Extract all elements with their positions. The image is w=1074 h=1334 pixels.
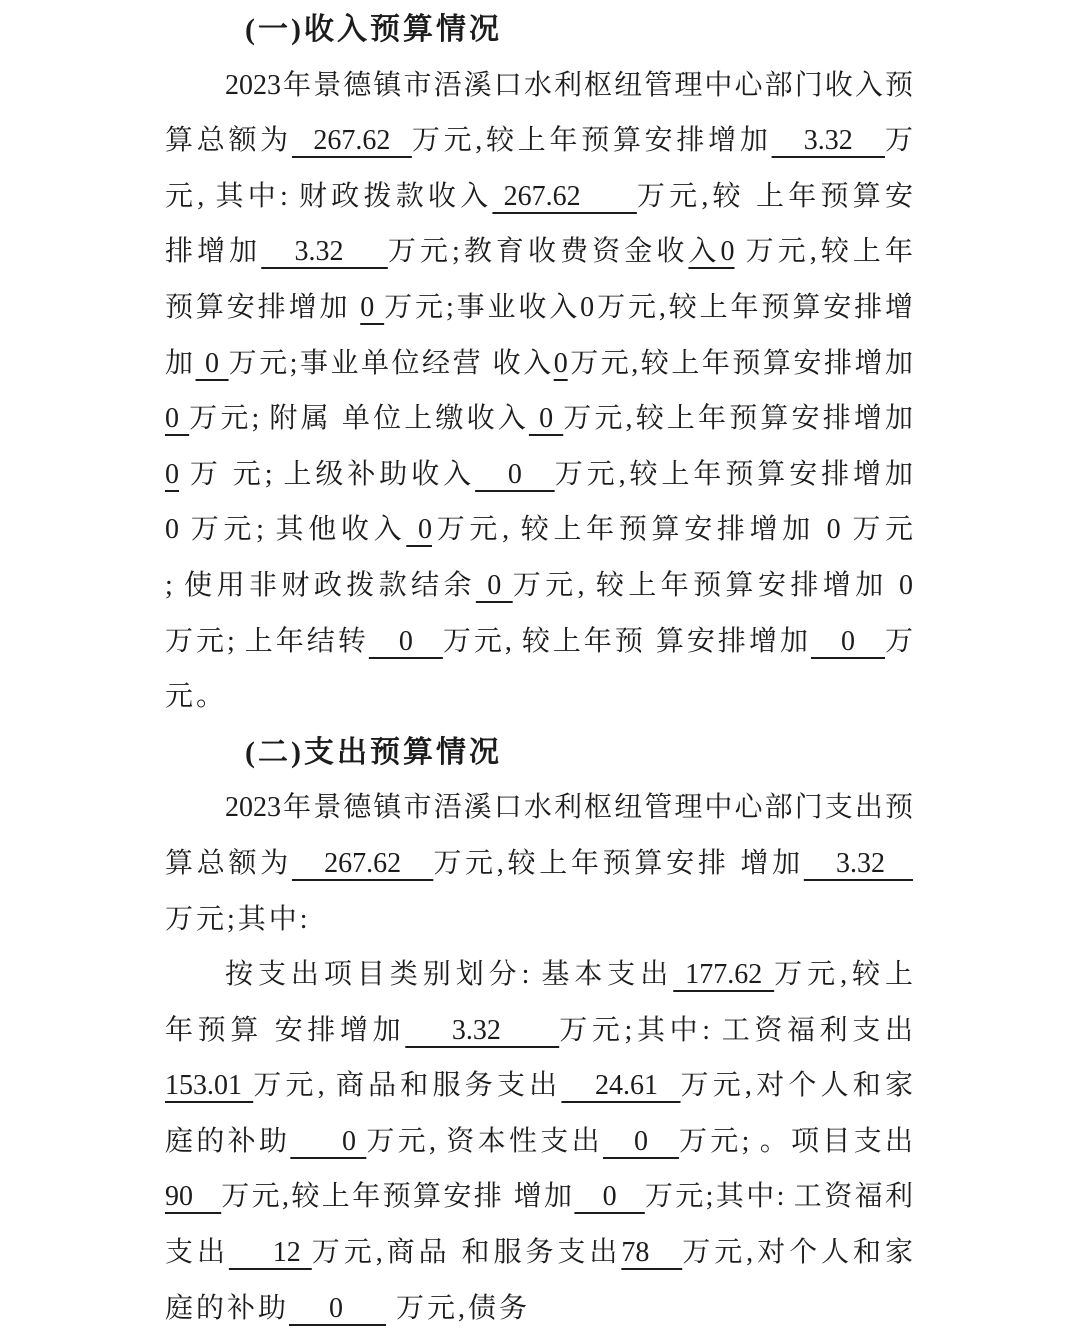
text-segment: 2023年景德镇市浯溪口水利枢纽管理中心部门收入预 [225, 69, 913, 101]
underlined-blank-value: 0 [553, 347, 568, 379]
underlined-blank-value: 0 [528, 403, 564, 435]
underlined-blank-value: 3.32 [771, 125, 885, 157]
text-segment: (一)收入预算情况 [245, 13, 502, 46]
text-segment: 万元, 较上年预算安排增加 0 万元 [432, 514, 914, 546]
underlined-blank-value: 入0 [688, 236, 735, 268]
text-segment: 万元,较上年预算安排 增加 [221, 1181, 575, 1213]
text-segment: 庭的补助 [165, 1125, 291, 1157]
underlined-blank-value: 0 [360, 291, 385, 323]
text-line [165, 447, 913, 503]
text-segment: 万元; 上年结转 [165, 625, 369, 657]
text-segment: 万元;教育收费资金收 [387, 236, 689, 268]
underlined-blank-value: 90 [165, 1181, 222, 1213]
text-segment: 万元,较上年预算安排增加 [554, 458, 913, 490]
text-segment: 0 万元; 其他收入 [165, 514, 407, 546]
text-segment: 算总额为 [165, 125, 292, 157]
text-line [165, 224, 913, 280]
underlined-blank-value: 0 [368, 625, 443, 657]
text-segment: 加 [165, 347, 196, 379]
text-segment: 万元,较 上年预算安 [636, 180, 913, 212]
text-segment: 万元; 。项目支出 [678, 1125, 914, 1157]
text-segment: 万元, 资本性支出 [366, 1125, 603, 1157]
text-line [165, 113, 913, 169]
text-segment: 万元;其中: [165, 903, 311, 935]
underlined-blank-value: 12 [228, 1237, 312, 1269]
text-line [165, 502, 913, 558]
text-segment: 万元;事业收入0万元,较上年预算安排增 [384, 291, 914, 323]
text-segment: 元。 [165, 681, 228, 713]
text-segment: (二)支出预算情况 [245, 735, 502, 769]
text-line [165, 947, 913, 1003]
underlined-blank-value: 0 [289, 1292, 387, 1324]
underlined-blank-value: 0 [290, 1125, 367, 1157]
text-line [165, 780, 913, 836]
text-line [165, 669, 913, 725]
underlined-blank-value: 0 [165, 403, 190, 435]
text-line [165, 391, 913, 447]
underlined-blank-value: 153.01 [165, 1070, 254, 1102]
text-line [165, 1169, 913, 1225]
text-segment: 万 元; 上级补助收入 [179, 458, 476, 490]
underlined-blank-value: 267.62 [291, 847, 434, 879]
underlined-blank-value: 0 [810, 625, 885, 657]
underlined-blank-value: 3.32 [405, 1014, 560, 1046]
text-segment: 支出 [165, 1237, 229, 1269]
underlined-blank-value: 0 [602, 1125, 679, 1157]
underlined-blank-value: 267.62 [492, 180, 637, 212]
text-segment: ; 使用非财政拨款结余 [165, 569, 476, 601]
text-segment: 元, 其中: 财政拨款收入 [165, 180, 493, 212]
underlined-blank-value: 267.62 [291, 125, 412, 157]
text-segment: 万元;事业单位经营 收入 [228, 347, 554, 379]
text-line [165, 892, 913, 948]
underlined-blank-value: 177.62 [673, 959, 775, 991]
text-line [165, 1281, 913, 1334]
text-segment: 万 [885, 625, 914, 657]
text-line [165, 280, 913, 336]
text-segment: 算总额为 [165, 847, 292, 879]
document-text-block [165, 2, 913, 1334]
text-segment: 万元,商品 和服务支出 [311, 1237, 622, 1269]
text-segment: 按支出项目类别划分: 基本支出 [225, 959, 674, 991]
text-segment: 万元,较上年预算安排增加 [567, 347, 913, 379]
text-segment: 万元; 附属 单位上缴收入 [189, 403, 529, 435]
text-segment: 万 [884, 125, 913, 157]
text-line [165, 336, 913, 392]
text-line [165, 1058, 913, 1114]
text-line [165, 58, 913, 114]
underlined-blank-value: 0 [195, 347, 229, 379]
underlined-blank-value: 24.61 [561, 1070, 681, 1102]
text-segment: 万元,债务 [386, 1292, 531, 1324]
section-heading [165, 725, 913, 781]
text-segment: 万元;其中: 工资福利 [644, 1181, 913, 1213]
text-segment: 万元;其中: 工资福利支出 [559, 1014, 913, 1046]
underlined-blank-value: 0 [475, 458, 555, 490]
text-segment: 万元,较上年预算安排 增加 [433, 847, 804, 879]
text-line [165, 169, 913, 225]
text-segment: 万元,对个人和家 [682, 1237, 913, 1269]
text-line [165, 614, 913, 670]
text-segment: 万元,较上 [774, 959, 913, 991]
underlined-blank-value: 0 [165, 458, 179, 490]
text-segment: 预算安排增加 [165, 291, 361, 323]
text-segment: 庭的补助 [165, 1292, 290, 1324]
text-line [165, 1003, 913, 1059]
underlined-blank-value: 0 [475, 569, 513, 601]
text-segment: 万元, 较上年预算安排增加 0 [512, 569, 914, 601]
text-segment: 排增加 [165, 236, 262, 268]
text-segment: 万元, 较上年预 算安排增加 [442, 625, 811, 657]
text-line [165, 1225, 913, 1281]
text-segment: 2023年景德镇市浯溪口水利枢纽管理中心部门支出预 [225, 792, 913, 824]
section-heading [165, 2, 913, 58]
text-segment: 万元,对个人和家 [680, 1070, 913, 1102]
underlined-blank-value: 3.32 [803, 847, 914, 879]
underlined-blank-value: 0 [574, 1181, 645, 1213]
text-segment: 万元,较上年预算安排增加 [563, 403, 914, 435]
underlined-blank-value: 0 [406, 514, 432, 546]
text-segment: 万元,较上年 [734, 236, 913, 268]
underlined-blank-value: 3.32 [261, 236, 388, 268]
text-segment: 年预算 安排增加 [165, 1014, 406, 1046]
text-segment: 万元, 商品和服务支出 [253, 1070, 562, 1102]
text-segment: 万元,较上年预算安排增加 [411, 125, 772, 157]
text-line [165, 1114, 913, 1170]
underlined-blank-value: 78 [621, 1237, 683, 1269]
text-line [165, 836, 913, 892]
text-line [165, 558, 913, 614]
